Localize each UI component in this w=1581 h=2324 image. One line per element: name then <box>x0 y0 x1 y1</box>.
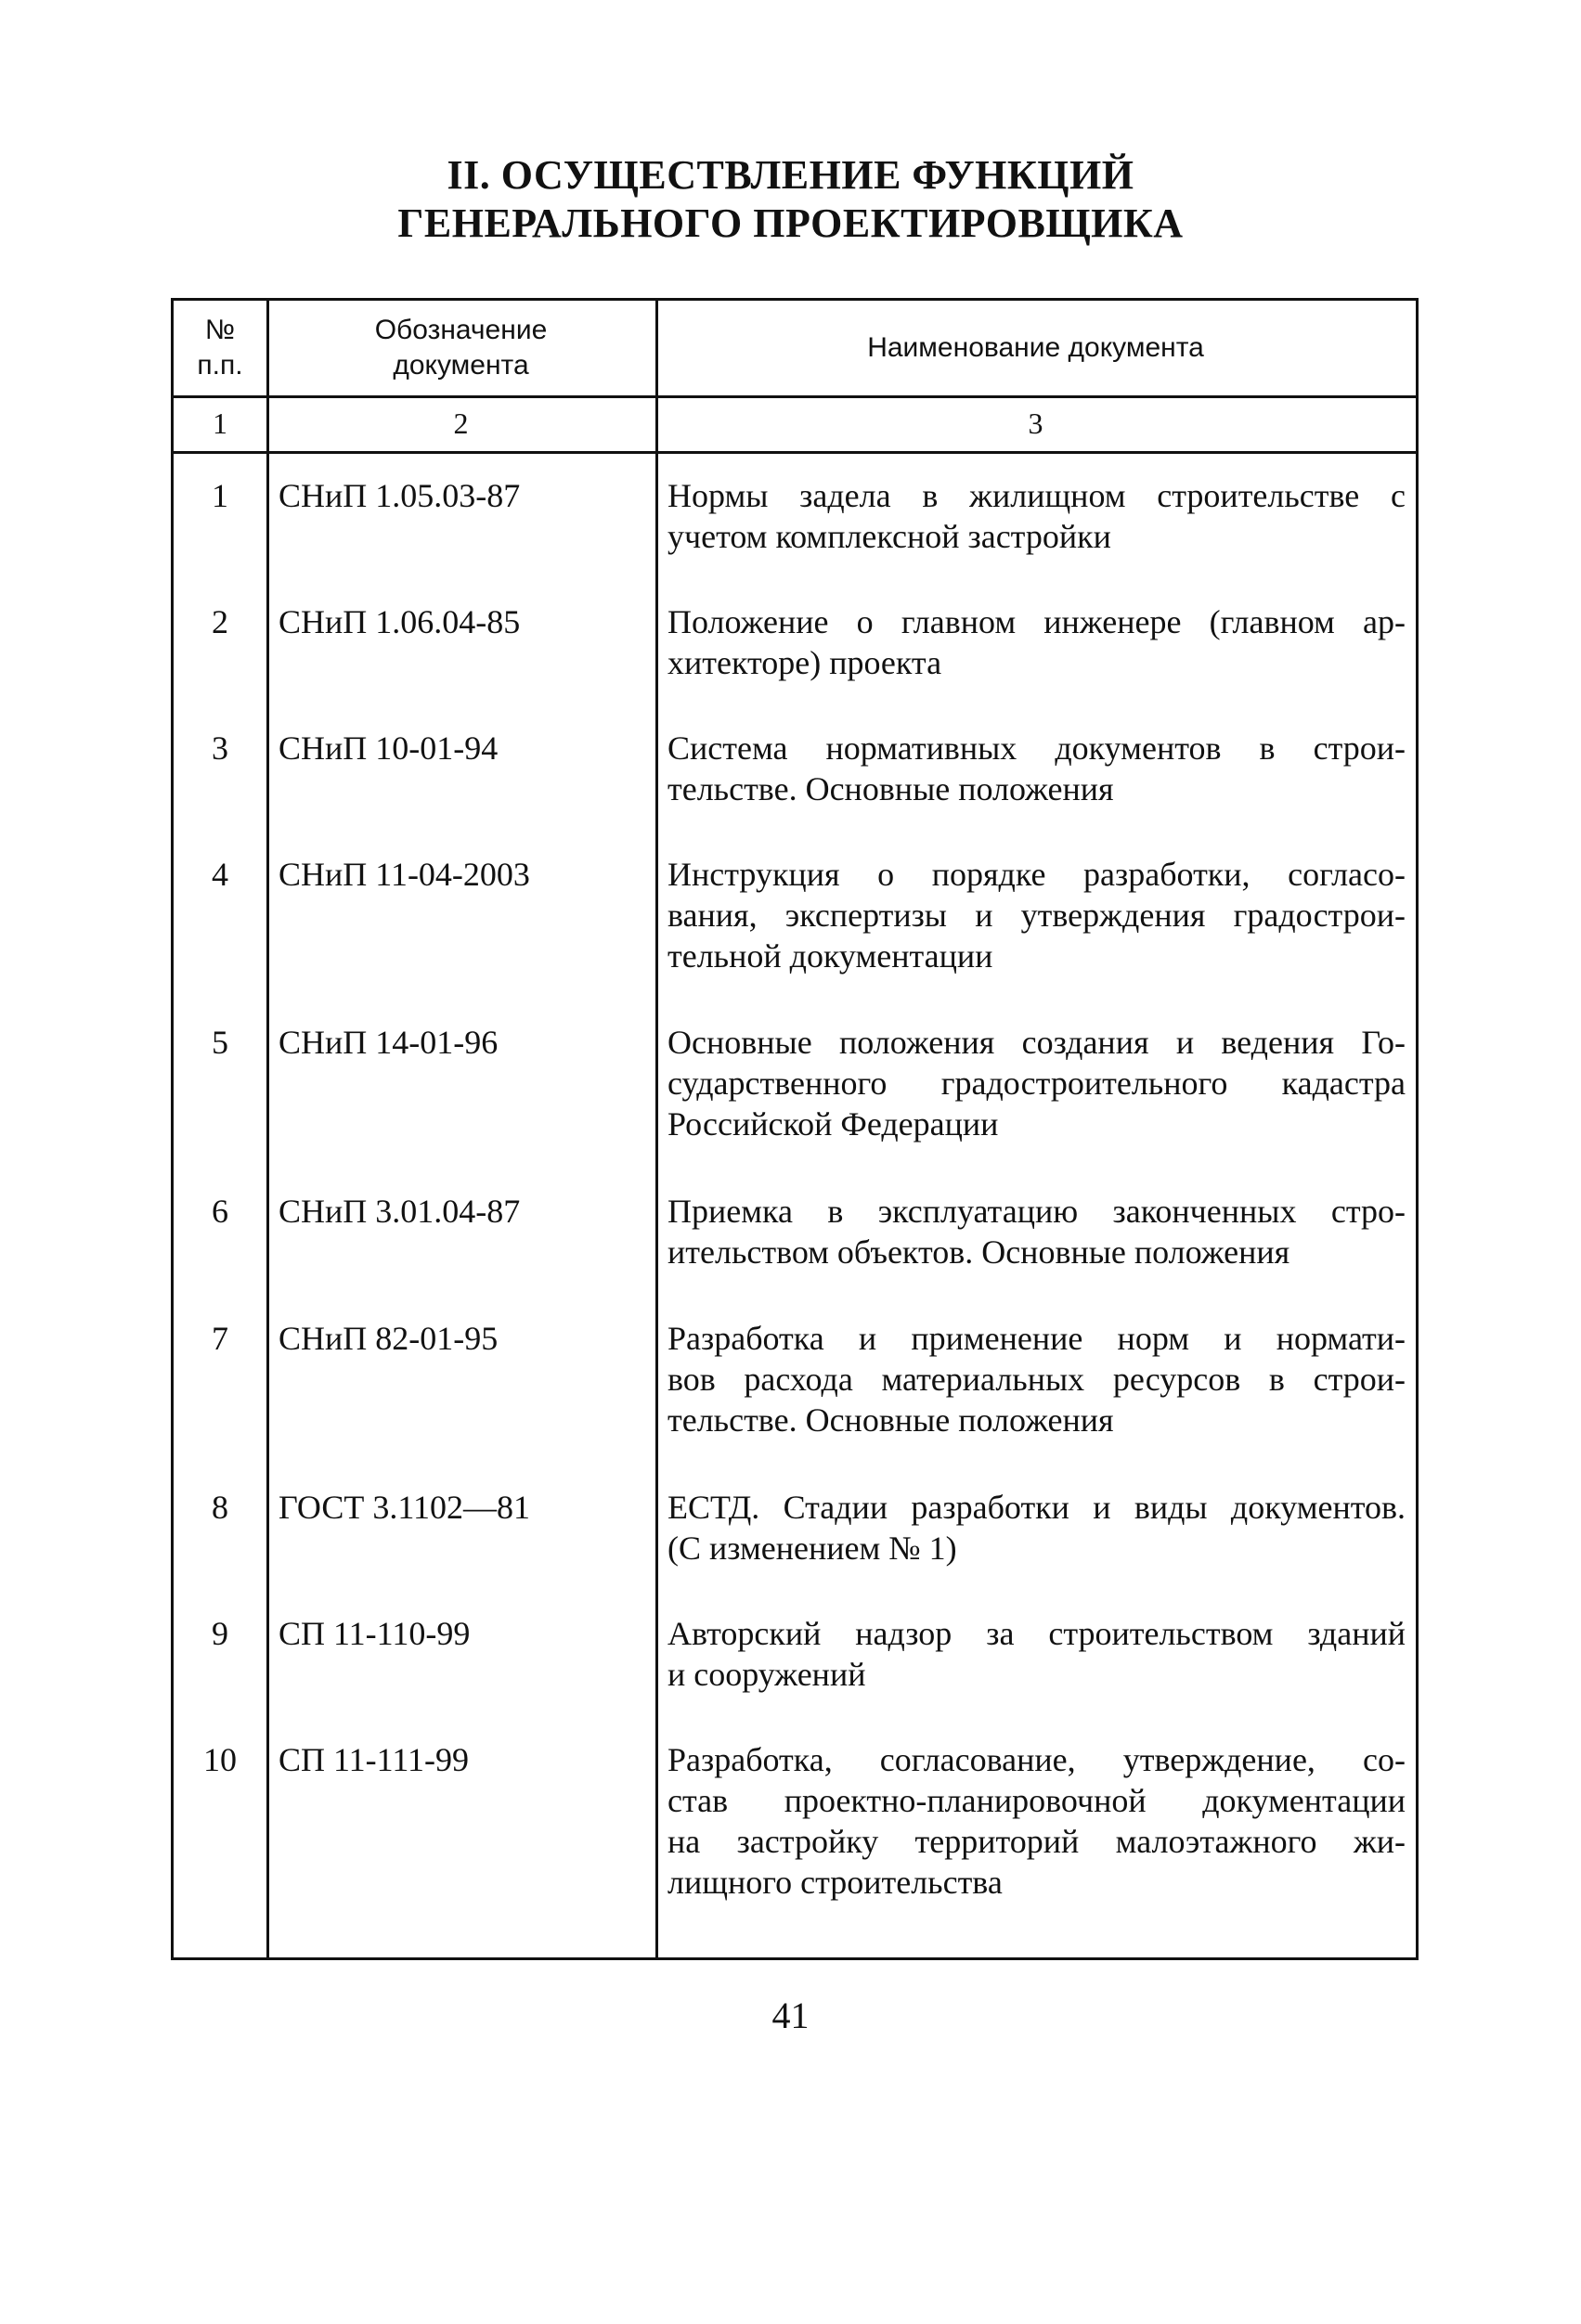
document-name-line: Основные положения создания и ведения Го- <box>667 1024 1406 1061</box>
row-number: 5 <box>212 1024 228 1061</box>
row-number: 6 <box>212 1193 228 1230</box>
document-name <box>667 1739 1406 1903</box>
section-title-line-2: ГЕНЕРАЛЬНОГО ПРОЕКТИРОВЩИКА <box>397 200 1184 246</box>
document-name-line: лищного строительства <box>667 1864 1003 1901</box>
document-name-line: тельстве. Основные положения <box>667 770 1114 807</box>
document-name-line: и сооружений <box>667 1656 866 1693</box>
page-number: 41 <box>771 1995 810 2036</box>
row-number: 1 <box>212 477 228 514</box>
document-name-line: тельстве. Основные положения <box>667 1401 1114 1439</box>
column-number-2: 2 <box>453 406 469 440</box>
document-name <box>667 1191 1406 1272</box>
column-number-1: 1 <box>213 406 227 440</box>
document-code: СНиП 14-01-96 <box>279 1024 499 1061</box>
document-code: СНиП 11-04-2003 <box>279 856 530 893</box>
document-name <box>667 601 1406 683</box>
header-number-line-1: № <box>204 315 236 345</box>
column-number-3: 3 <box>1028 406 1043 440</box>
document-name <box>667 854 1406 976</box>
document-name-line: учетом комплексной застройки <box>667 518 1111 555</box>
header-number <box>174 301 266 395</box>
row-number: 4 <box>212 856 228 893</box>
document-name-line: сударственного градостроительного кадастра <box>667 1065 1406 1102</box>
document-name <box>667 1022 1406 1144</box>
document-code: СНиП 3.01.04-87 <box>279 1193 521 1230</box>
document-name-line: Авторский надзор за строительством зданий <box>667 1615 1406 1652</box>
document-code: СП 11-110-99 <box>279 1615 471 1652</box>
document-name-line: хитекторе) проекта <box>667 644 942 681</box>
document-name <box>667 1487 1406 1569</box>
document-name-line: Приемка в эксплуатацию законченных стро- <box>667 1193 1406 1230</box>
document-name-line: вов расхода материальных ресурсов в строи- <box>667 1361 1406 1398</box>
header-code <box>266 301 655 395</box>
header-code-line-2: документа <box>393 350 529 381</box>
document-name <box>667 475 1406 557</box>
document-name <box>667 728 1406 809</box>
header-name <box>655 301 1416 395</box>
document-name-line: Разработка и применение норм и нормати- <box>667 1320 1406 1357</box>
document-name-line: Нормы задела в жилищном строительстве с <box>667 477 1406 514</box>
document-code: ГОСТ 3.1102—81 <box>279 1489 531 1526</box>
row-number: 10 <box>203 1741 237 1778</box>
document-name-line: Система нормативных документов в строи- <box>667 729 1406 767</box>
header-code-line-1: Обозначение <box>374 315 548 345</box>
document-name-line: вания, экспертизы и утверждения градострои- <box>667 897 1406 934</box>
document-code: СНиП 1.05.03-87 <box>279 477 521 514</box>
document-name-line: став проектно-планировочной документации <box>667 1782 1406 1819</box>
row-number: 8 <box>212 1489 228 1526</box>
column-numbers-divider <box>174 451 1416 454</box>
document-name-line: (С изменением № 1) <box>667 1530 957 1567</box>
document-name-line: тельной документации <box>667 937 993 975</box>
row-number: 9 <box>212 1615 228 1652</box>
document-name <box>667 1318 1406 1440</box>
document-name-line: ЕСТД. Стадии разработки и виды документов. <box>667 1489 1406 1526</box>
header-name-label: Наименование документа <box>867 332 1204 363</box>
document-code: СНиП 10-01-94 <box>279 729 499 767</box>
row-number: 7 <box>212 1320 228 1357</box>
column-divider <box>655 301 658 1957</box>
section-title-line-1: II. ОСУЩЕСТВЛЕНИЕ ФУНКЦИЙ <box>447 152 1134 198</box>
row-number: 3 <box>212 729 228 767</box>
document-name-line: на застройку территорий малоэтажного жи- <box>667 1823 1406 1860</box>
document-code: СНиП 1.06.04-85 <box>279 603 521 640</box>
document-name-line: Российской Федерации <box>667 1105 999 1143</box>
column-divider <box>266 301 269 1957</box>
document-name-line: ительством объектов. Основные положения <box>667 1233 1290 1271</box>
document-name <box>667 1613 1406 1695</box>
header-number-line-2: п.п. <box>197 350 243 381</box>
document-code: СП 11-111-99 <box>279 1741 469 1778</box>
document-name-line: Положение о главном инженере (главном ар- <box>667 603 1406 640</box>
document-name-line: Разработка, согласование, утверждение, со- <box>667 1741 1406 1778</box>
row-number: 2 <box>212 603 228 640</box>
document-name-line: Инструкция о порядке разработки, согласо- <box>667 856 1406 893</box>
documents-table <box>171 298 1419 1960</box>
document-code: СНиП 82-01-95 <box>279 1320 499 1357</box>
